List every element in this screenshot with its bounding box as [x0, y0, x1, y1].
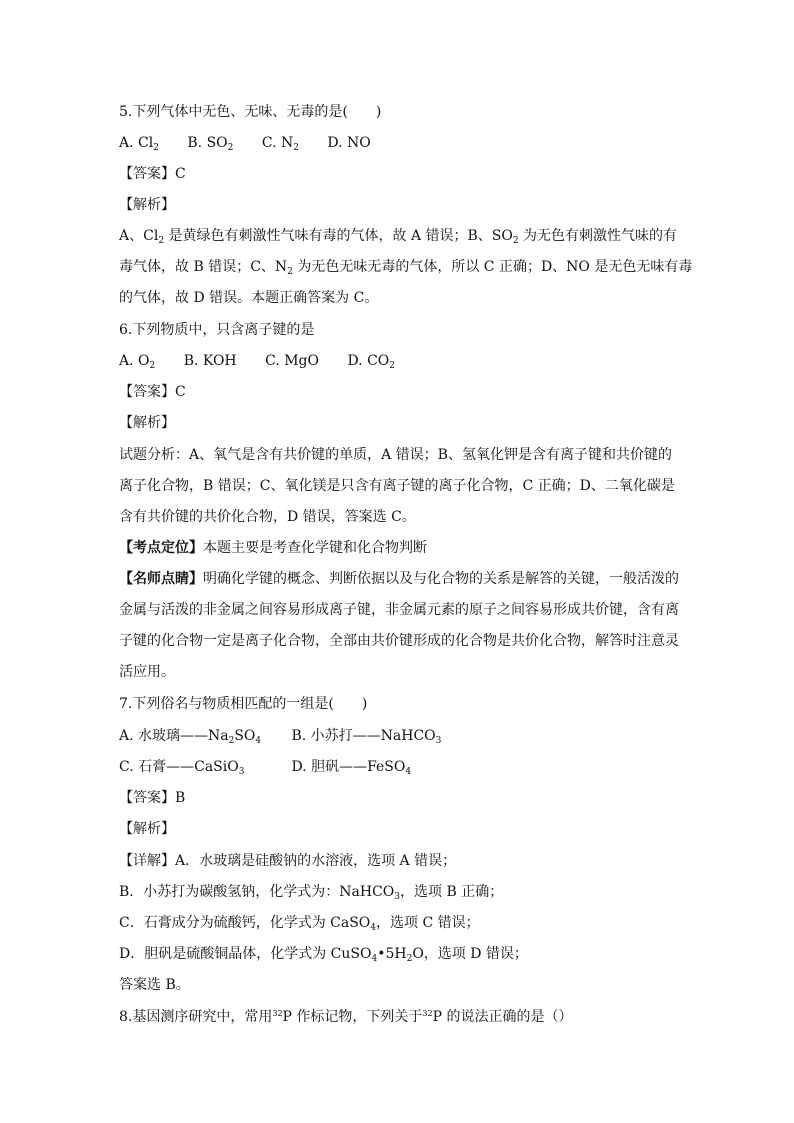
q7-stem: 7.下列俗名与物质相匹配的一组是( ) — [119, 696, 368, 712]
q7-detail-line-3: C．石膏成分为硫酸钙，化学式为 CaSO$_4$，选项 C 错误； — [119, 915, 480, 933]
q6-analysis-line-3: 含有共价键的共价化合物，D 错误，答案选 C。 — [119, 509, 416, 525]
q6-option-b: B. KOH — [183, 353, 237, 369]
q7-options-row-1 — [119, 726, 441, 746]
q7-detail-line-4: D．胆矾是硫酸铜晶体，化学式为 $CuSO_4•5H_2O$，选项 D 错误； — [119, 946, 528, 964]
q7-option-b: B. 小苏打——NaHCO$_3$ — [291, 728, 442, 746]
q6-analysis-line-1: 试题分析：A、氧气是含有共价键的单质，A 错误；B、氢氧化钾是含有离子键和共价键的 — [119, 447, 672, 463]
q6-tip-heading: 【名师点睛】 — [119, 571, 203, 587]
q7-detail-line-1: 【详解】A．水玻璃是硅酸钠的水溶液，选项 A 错误； — [119, 853, 457, 869]
q6-key-point-text: 本题主要是考查化学键和化合物判断 — [203, 540, 427, 556]
q7-detail-line-2: B．小苏打为碳酸氢钠，化学式为：NaHCO$_3$，选项 B 正确； — [119, 884, 504, 902]
q5-option-b: B. $SO_2$ — [187, 135, 234, 153]
q5-stem: 5.下列气体中无色、无味、无毒的是( ) — [119, 104, 382, 120]
q6-option-d: D. $CO_2$ — [347, 353, 396, 371]
q7-detail-line-5: 答案选 B。 — [119, 977, 190, 993]
q8-stem: 8.基因测序研究中，常用$^{32}$P 作标记物，下列关于$^{32}$P 的说法正确的是（） — [119, 1009, 573, 1025]
q5-analysis-line-2: 毒气体，故 B 错误；C、$N_2$ 为无色无味无毒的气体，所以 C 正确；D、NO 是无色无味有毒 — [119, 259, 693, 277]
q6-tip-line-4: 活应用。 — [119, 664, 175, 680]
q6-analysis-heading: 【解析】 — [119, 415, 175, 431]
q6-option-c: C. MgO — [265, 353, 319, 369]
q5-answer: 【答案】C — [119, 166, 186, 182]
q6-answer: 【答案】C — [119, 384, 186, 400]
q7-option-c: C. 石膏——CaSiO$_3$ — [119, 759, 245, 777]
q5-options — [119, 133, 371, 153]
q6-stem: 6.下列物质中，只含离子键的是 — [119, 322, 315, 338]
q6-key-point-heading: 【考点定位】 — [119, 540, 203, 556]
q6-analysis-line-2: 离子化合物，B 错误；C、氧化镁是只含有离子键的离子化合物，C 正确；D、二氧化碳是 — [119, 478, 675, 494]
q6-tip-line-1: 【名师点睛】明确化学键的概念、判断依据以及与化合物的关系是解答的关键，一般活泼的 — [119, 571, 679, 587]
q5-option-c: C. $N_2$ — [261, 135, 299, 153]
q6-tip-line-3: 子键的化合物一定是离子化合物，全部由共价键形成的化合物是共价化合物，解答时注意灵 — [119, 633, 679, 649]
q5-analysis-line-3: 的气体，故 D 错误。本题正确答案为 C。 — [119, 290, 379, 306]
q5-analysis-heading: 【解析】 — [119, 197, 175, 213]
q5-option-d: D. NO — [327, 135, 371, 151]
q7-option-d: D. 胆矾——FeSO$_4$ — [291, 759, 412, 777]
q7-analysis-heading: 【解析】 — [119, 821, 175, 837]
q6-option-a: A. $O_2$ — [119, 353, 156, 371]
q6-options — [119, 351, 395, 371]
q6-key-point — [119, 538, 427, 558]
q7-option-a: A. 水玻璃$——Na_2SO_4$ — [119, 728, 262, 746]
q5-analysis-line-1: A、$Cl_2$ 是黄绿色有刺激性气味有毒的气体，故 A 错误；B、$SO_2$ 为无色有刺激性气味的有 — [119, 228, 678, 246]
q7-options-row-2 — [119, 757, 411, 777]
q5-option-a: A. $Cl_2$ — [119, 135, 159, 153]
q7-answer: 【答案】B — [119, 790, 186, 806]
q6-tip-line-2: 金属与活泼的非金属之间容易形成离子键，非金属元素的原子之间容易形成共价键，含有离 — [119, 602, 679, 618]
